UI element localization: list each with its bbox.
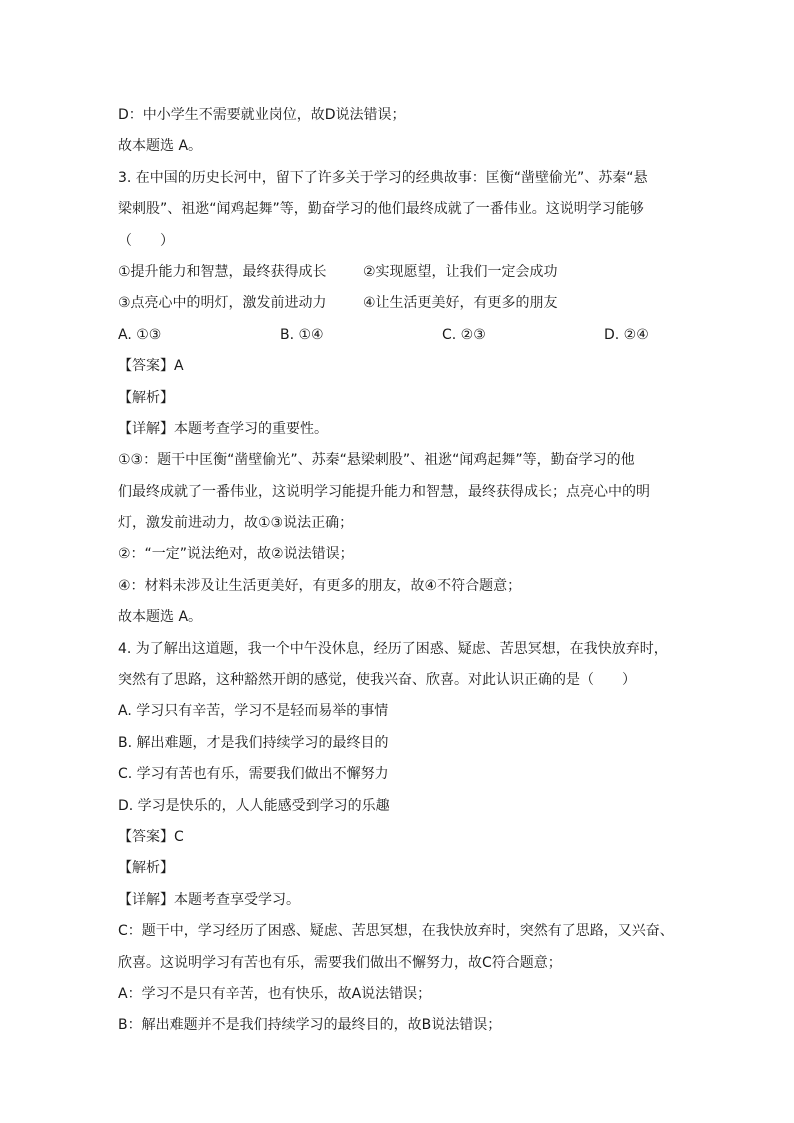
choice-c: C. ②③ xyxy=(442,326,486,343)
statement-1: ①提升能力和智慧，最终获得成长 xyxy=(118,263,327,280)
question-4-stem: 4. 为了解出这道题，我一个中午没休息，经历了困惑、疑虑、苦思冥想，在我快放弃时， xyxy=(118,640,668,657)
document-page xyxy=(118,100,678,1042)
statement-4: ④让生活更美好，有更多的朋友 xyxy=(363,295,558,312)
explanation-line: 灯，激发前进动力，故①③说法正确； xyxy=(118,515,354,532)
question-3-stem: 梁刺股”、祖逖“闻鸡起舞”等，勤奋学习的他们最终成就了一番伟业。这说明学习能够 xyxy=(118,201,644,218)
analysis-label: 【解析】 xyxy=(118,389,174,406)
choice-d: D. 学习是快乐的，人人能感受到学习的乐趣 xyxy=(118,797,390,814)
explanation-line: 欣喜。这说明学习有苦也有乐，需要我们做出不懈努力，故C符合题意； xyxy=(118,954,562,971)
choice-b: B. 解出难题，才是我们持续学习的最终目的 xyxy=(118,734,389,751)
detail-label: 【详解】本题考查享受学习。 xyxy=(118,891,300,908)
question-3-choices xyxy=(118,320,678,351)
conclusion-line: 故本题选 A。 xyxy=(118,609,203,626)
explanation-line: C：题干中，学习经历了困惑、疑虑、苦思冥想，在我快放弃时，突然有了思路，又兴奋、 xyxy=(118,923,674,940)
answer-label: 【答案】A xyxy=(118,358,184,375)
explanation-line: B：解出难题并不是我们持续学习的最终目的，故B说法错误； xyxy=(118,1017,502,1034)
choice-d: D. ②④ xyxy=(604,326,649,343)
detail-label: 【详解】本题考查学习的重要性。 xyxy=(118,420,328,437)
analysis-label: 【解析】 xyxy=(118,860,174,877)
answer-label: 【答案】C xyxy=(118,828,184,845)
choice-c: C. 学习有苦也有乐，需要我们做出不懈努力 xyxy=(118,766,389,783)
question-3-statements-row-1 xyxy=(118,257,678,288)
explanation-line: A：学习不是只有辛苦，也有快乐，故A说法错误； xyxy=(118,985,432,1002)
question-3-stem: 3. 在中国的历史长河中，留下了许多关于学习的经典故事：匡衡“凿壁偷光”、苏秦“悬 xyxy=(118,169,648,186)
choice-a: A. 学习只有辛苦，学习不是轻而易举的事情 xyxy=(118,703,389,720)
choice-b: B. ①④ xyxy=(280,326,324,343)
explanation-line: ②：“一定”说法绝对，故②说法错误； xyxy=(118,546,354,563)
question-4-stem: 突然有了思路，这种豁然开朗的感觉，使我兴奋、欣喜。对此认识正确的是（ ） xyxy=(118,672,636,689)
explanation-line: 们最终成就了一番伟业，这说明学习能提升能力和智慧，最终获得成长；点亮心中的明 xyxy=(118,483,650,500)
statement-3: ③点亮心中的明灯，激发前进动力 xyxy=(118,295,327,312)
question-3-bracket: （ ） xyxy=(118,232,174,249)
text-line: 故本题选 A。 xyxy=(118,138,203,155)
text-line: D：中小学生不需要就业岗位，故D说法错误； xyxy=(118,107,406,123)
statement-2: ②实现愿望，让我们一定会成功 xyxy=(363,263,558,280)
question-3-statements-row-2 xyxy=(118,288,678,319)
explanation-line: ④：材料未涉及让生活更美好，有更多的朋友，故④不符合题意； xyxy=(118,577,522,594)
choice-a: A. ①③ xyxy=(118,326,162,343)
explanation-line: ①③：题干中匡衡“凿壁偷光”、苏秦“悬梁刺股”、祖逖“闻鸡起舞”等，勤奋学习的他 xyxy=(118,452,635,469)
